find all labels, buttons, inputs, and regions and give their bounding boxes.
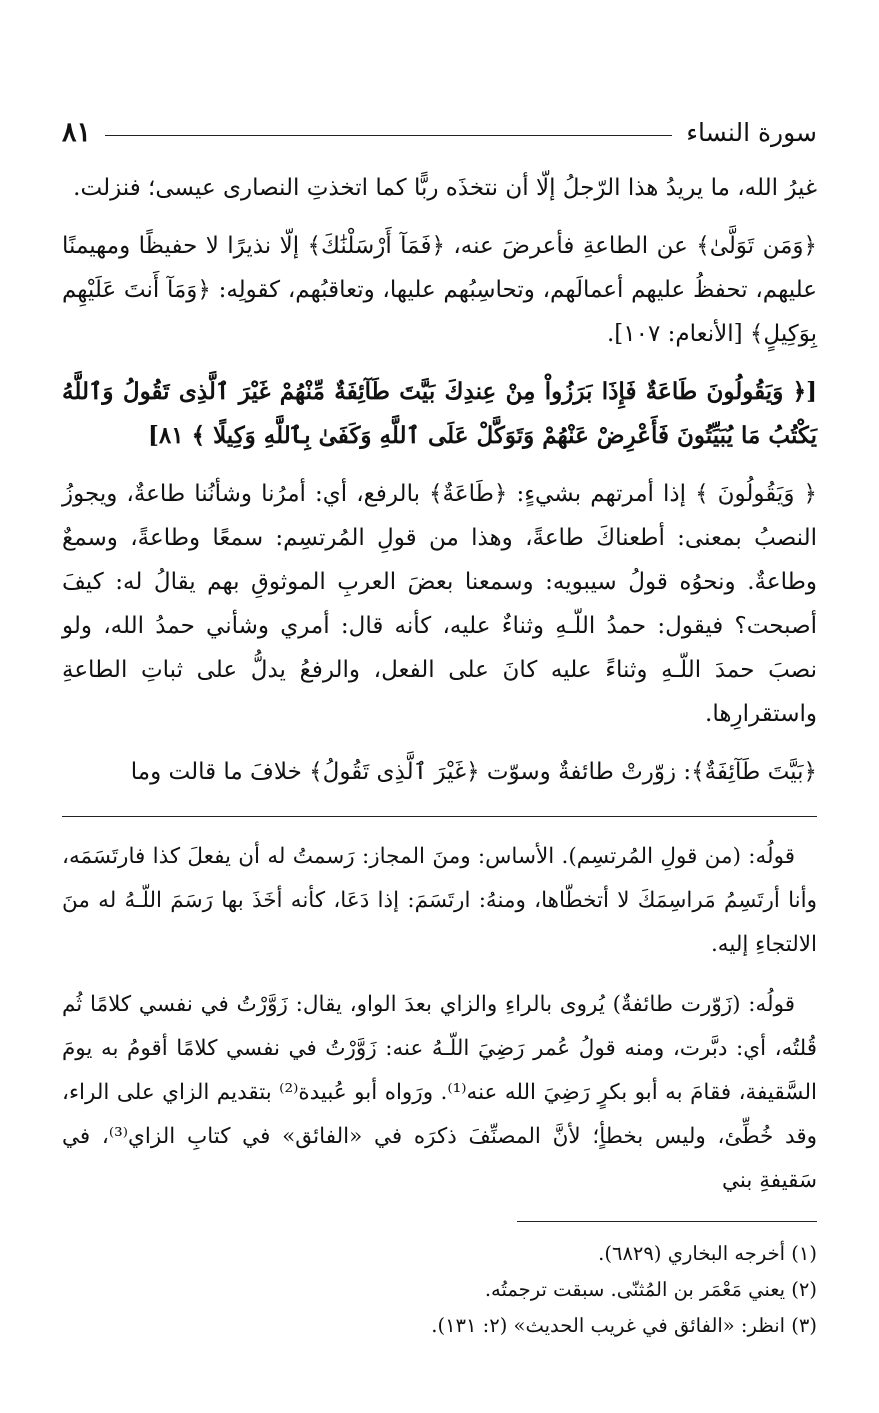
- commentary-note: قولُه: (من قولِ المُرتسِم). الأساس: ومنَ المجاز: رَسمتُ له أن يفعلَ كذا فارتَسَمَه، وأنا أرتَسِمُ مَراسِمَكَ لا أتخطّاها، ومنهُ: ارتَسَمَ: إذا دَعَا، كأنه أخَذَ بها رَسَمَ اللّـهُ له منَ الالتجاءِ إليه.: [62, 844, 817, 957]
- footnote: (١) أخرجه البخاري (٦٨٢٩).: [598, 1242, 817, 1265]
- sura-name: سورة النساء: [686, 117, 817, 147]
- commentary-note: قولُه: (زَوّرت طائفةٌ) يُروى بالراءِ والزاي بعدَ الواو، يقال: زَوَّرْتُ في نفسي كلامًا ثُم قُلتُه، أي: دبَّرت، ومنه قولُ عُمر رَضِيَ اللّـهُ عنه: زَوَّرْتُ في نفسي كلامًا أقومُ به يومَ السَّقيفة، فقامَ به أبو بكرٍ رَضِيَ الله عنه⁽¹⁾. ورَواه أبو عُبيدة⁽²⁾ بتقديم الزاي على الراء، وقد خُطِّئ، وليس بخطأٍ؛ لأنَّ المصنِّفَ ذكرَه في «الفائق» في كتابِ الزاي⁽³⁾، في سَقيفةِ بني: [62, 992, 817, 1193]
- footnote-separator: [517, 1221, 817, 1222]
- page-header: [62, 112, 817, 152]
- paragraph: ﴿بَيَّتَ طَآئِفَةٌ﴾: زوّرتْ طائفةٌ وسوّت ﴿غَيْرَ ٱلَّذِى تَقُولُ﴾ خلافَ ما قالت وما: [130, 759, 817, 785]
- commentary-separator: [62, 816, 817, 817]
- main-text: [62, 166, 817, 1344]
- paragraph: غيرُ الله، ما يريدُ هذا الرّجلُ إلّا أن نتخذَه ربًّا كما اتخذتِ النصارى عيسى؛ فنزلت.: [73, 175, 817, 201]
- header-rule: [105, 135, 672, 136]
- quran-verse: [﴿ وَيَقُولُونَ طَاعَةٌ فَإِذَا بَرَزُواْ مِنْ عِندِكَ بَيَّتَ طَآئِفَةٌ مِّنْهُمْ غَيْرَ ٱلَّذِى تَقُولُ وَٱللَّهُ يَكْتُبُ مَا يُبَيِّتُونَ فَأَعْرِضْ عَنْهُمْ وَتَوَكَّلْ عَلَى ٱللَّهِ وَكَفَىٰ بِٱللَّهِ وَكِيلًا ﴾ ٨١]: [62, 378, 817, 449]
- footnote: (٣) انظر: «الفائق في غريب الحديث» (٢: ١٣١).: [431, 1314, 817, 1337]
- page-number: ٨١: [62, 116, 92, 148]
- paragraph: ﴿وَمَن تَوَلَّىٰ﴾ عن الطاعةِ فأعرضَ عنه، ﴿فَمَآ أَرْسَلْنَٰكَ﴾ إلّا نذيرًا لا حفيظًا ومهيمنًا عليهم، تحفظُ عليهم أعمالَهم، وتحاسِبُهم عليها، وتعاقبُهم، كقولِه: ﴿وَمَآ أَنتَ عَلَيْهِم بِوَكِيلٍ﴾ [الأنعام: ١٠٧].: [62, 233, 817, 347]
- footnote: (٢) يعني مَعْمَر بن المُثنّى. سبقت ترجمتُه.: [484, 1278, 817, 1301]
- paragraph: ﴿ وَيَقُولُونَ ﴾ إذا أمرتهم بشيءٍ: ﴿طَاعَةٌ﴾ بالرفع، أي: أمرُنا وشأنُنا طاعةٌ، ويجوزُ النصبُ بمعنى: أطعناكَ طاعةً، وهذا من قولِ المُرتسِم: سمعًا وطاعةً، وسمعٌ وطاعةٌ. ونحوُه قولُ سيبويه: وسمعنا بعضَ العربِ الموثوقِ بهم يقالُ له: كيفَ أصبحت؟ فيقول: حمدُ اللّـهِ وثناءٌ عليه، كأنه قال: أمري وشأني حمدُ الله، ولو نصبَ حمدَ اللّـهِ وثناءً عليه كانَ على الفعل، والرفعُ يدلُّ على ثباتِ الطاعةِ واستقرارِها.: [62, 481, 817, 727]
